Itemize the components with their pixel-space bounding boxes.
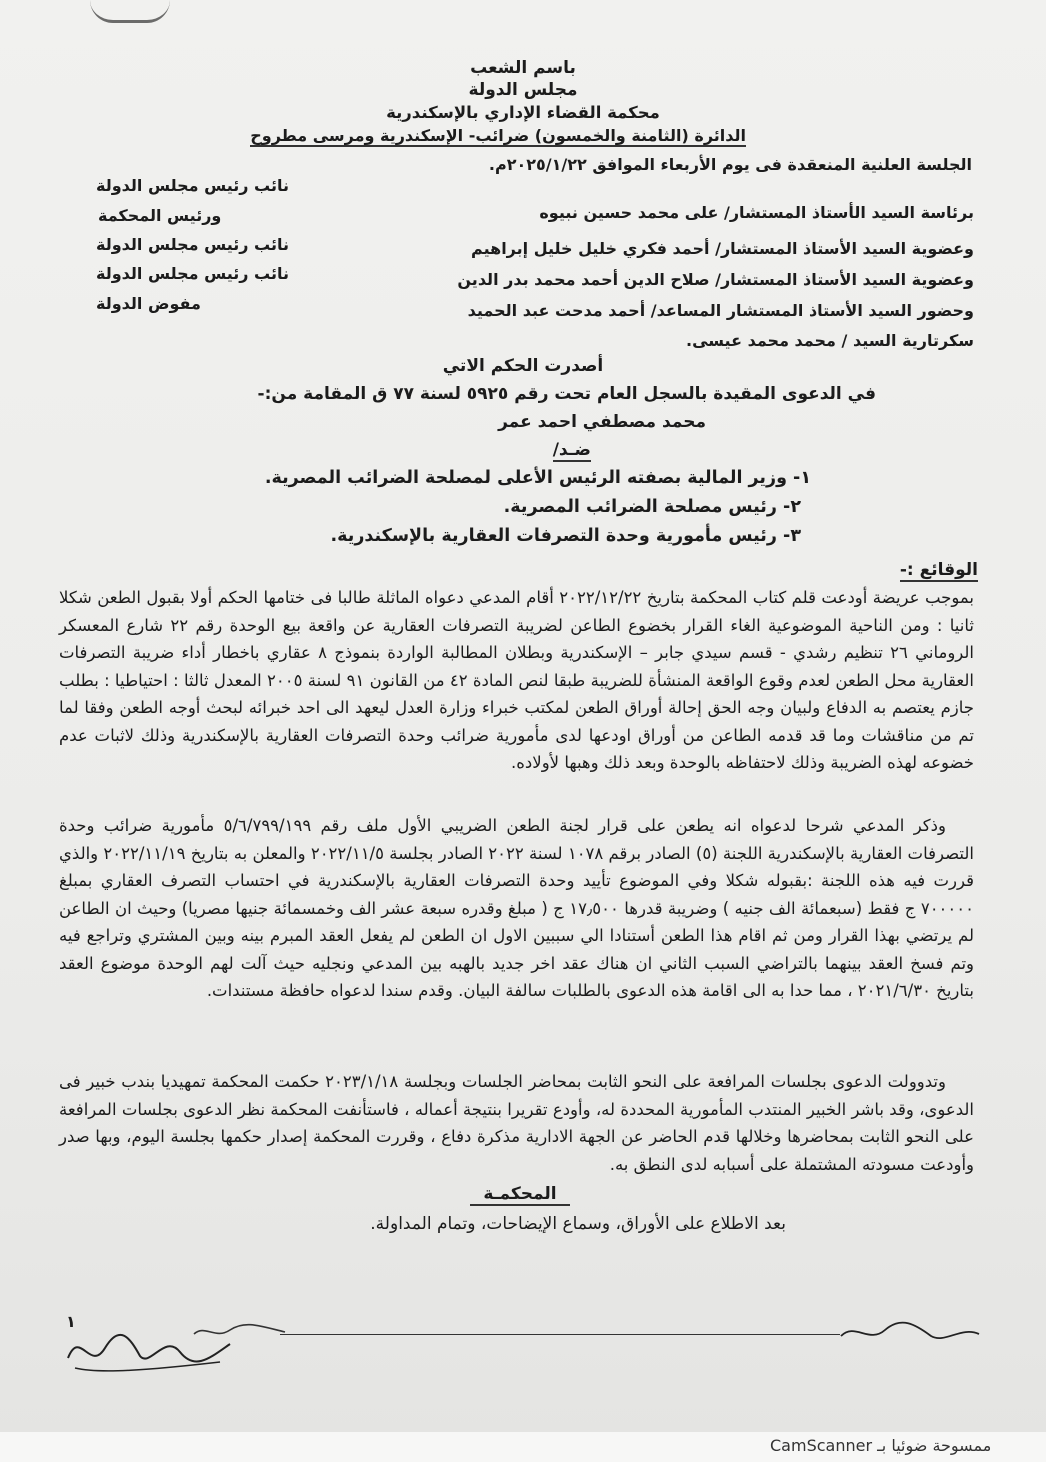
header-line-2: مجلس الدولة — [468, 80, 578, 100]
panel-chair-name: برئاسة السيد الأستاذ المستشار/ على محمد حسين نبيوه — [539, 203, 974, 222]
secretary-line: سكرتارية السيد / محمد محمد عيسى. — [686, 331, 974, 350]
facts-paragraph-1: بموجب عريضة أودعت قلم كتاب المحكمة بتاريخ ٢٠٢٢/١٢/٢٢ أقام المدعي دعواه الماثلة طالبا فى ختامها الحكم أولا بقبول الطعن شكلا ثانيا : ومن الناحية الموضوعية الغاء القرار بخضوع الطاعن لضريبة التصرفات العقارية عن واقعة بيع الوحدة رقم ٢٢ شارع المعسكر الروماني ٢٦ تنظيم رشدي - قسم سيدي جابر – الإسكندرية وبطلان المطالبة الواردة بنموذج ٨ عقاري باخطار أداء ضريبة التصرفات العقارية محل الطعن لعدم وقوع الواقعة المنشأة للضريبة طبقا لنص المادة ٤٢ من القانون ٩١ لسنة ٢٠٠٥ المعدل ثالثا : احتياطيا : بطلب جازم يعتصم به الدفاع ولبيان وجه الحق إحالة أوراق الطعن لمكتب خبراء وزارة العدل ليعهد الى احد خبرائه لبحث أوجه الطعن وفقا لما تم من مناقشات وما قد قدمه الطاعن من أوراق اودعها لدى مأمورية ضرائب وحدة التصرفات العقارية بالإسكندرية وذلك لاثبات عدم خضوعه لهذه الضريبة وذلك لاحتفاظه بالوحدة وبعد ذلك وهبها لأولاده. — [59, 588, 975, 772]
session-line: الجلسة العلنية المنعقدة فى يوم الأربعاء الموافق ٢٠٢٥/١/٢٢م. — [488, 155, 972, 174]
circuit-line: الدائرة (الثامنة والخمسون) ضرائب- الإسكندرية ومرسى مطروح — [250, 126, 746, 145]
plaintiff-name: محمد مصطفي احمد عمر — [498, 412, 706, 432]
defendant-3: ٣- رئيس مأمورية وحدة التصرفات العقارية بالإسكندرية. — [330, 526, 801, 546]
panel-court-president-title: ورئيس المحكمة — [98, 206, 222, 225]
court-line: بعد الاطلاع على الأوراق، وسماع الإيضاحات، وتمام المداولة. — [370, 1214, 786, 1234]
facts-title: الوقائع :- — [899, 560, 978, 580]
defendant-2: ٢- رئيس مصلحة الضرائب المصرية. — [503, 497, 801, 517]
court-title: المحكمـة — [470, 1184, 570, 1206]
signature-right-icon — [835, 1318, 985, 1348]
scanner-footer — [0, 1432, 1046, 1462]
signature-middle-icon — [190, 1320, 290, 1344]
facts-paragraph-2: وذكر المدعي شرحا لدعواه انه يطعن على قرار لجنة الطعن الضريبي الأول ملف رقم ٥/٦/٧٩٩/١٩٩ مأمورية ضرائب وحدة التصرفات العقارية بالإسكندرية اللجنة (٥) الصادر برقم ١٠٧٨ لسنة ٢٠٢٢ الصادر بجلسة ٢٠٢٢/١١/٥ والمعلن به بتاريخ ٢٠٢٢/١١/١٩ والذي قررت فيه هذه اللجنة :بقبوله شكلا وفي الموضوع تأييد وحدة التصرفات العقارية بالإسكندرية في احتساب التصرف العقاري بمبلغ ٧٠٠٠٠٠ ج فقط (سبعمائة الف جنيه ) وضريبة قدرها ١٧٫٥٠٠ ج ( مبلغ وقدره سبعة عشر الف وخمسمائة جنيها مصريا) وحيث ان الطاعن لم يرتضي بهذا القرار ومن ثم اقام هذا الطعن أستنادا الي سببين الاول ان الطعن لم يفعل العقد المبرم بينه وبين المشتري وتراجع فيه وتم فسخ العقد بينهما بالتراضي السبب الثاني ان هناك عقد اخر جديد بالهبه بين المدعي ونجليه حيث آلت لهم الوحدة موضوع العقد بتاريخ ٢٠٢١/٦/٣٠ ، مما حدا به الى اقامة هذه الدعوى بالطلبات سالفة البيان. وقدم سندا لدعواه حافظة مستندات. — [59, 816, 975, 1000]
panel-member-1-name: وعضوية السيد الأستاذ المستشار/ أحمد فكري خليل خليل إبراهيم — [471, 239, 974, 258]
panel-chair-title: نائب رئيس مجلس الدولة — [96, 176, 290, 195]
page-number: ١ — [66, 1312, 76, 1331]
header-line-3: محكمة القضاء الإداري بالإسكندرية — [386, 103, 660, 122]
defendant-1: ١- وزير المالية بصفته الرئيس الأعلى لمصلحة الضرائب المصرية. — [264, 468, 811, 488]
panel-member-2-name: وعضوية السيد الأستاذ المستشار/ صلاح الدين أحمد محمد بدر الدين — [457, 270, 974, 289]
panel-commissioner-title: مفوض الدولة — [96, 294, 201, 313]
court-seal-icon — [90, 0, 170, 23]
ruling-issued: أصدرت الحكم الاتي — [442, 356, 604, 376]
scanner-label: ممسوحة ضوئيا بـ CamScanner — [770, 1436, 992, 1455]
case-line: في الدعوى المقيدة بالسجل العام تحت رقم ٥٩٢٥ لسنة ٧٧ ق المقامة من:- — [257, 384, 876, 404]
panel-member-1-title: نائب رئيس مجلس الدولة — [96, 235, 290, 254]
panel-member-2-title: نائب رئيس مجلس الدولة — [96, 264, 290, 283]
against-label: ضـد/ — [552, 440, 591, 460]
facts-paragraph-3: وتدوولت الدعوى بجلسات المرافعة على النحو الثابت بمحاضر الجلسات وبجلسة ٢٠٢٣/١/١٨ حكمت المحكمة تمهيديا بندب خبير فى الدعوى، وقد باشر الخبير المنتدب المأمورية المحددة له، وأودع تقريرا بنتيجة أعماله ، فاستأنفت المحكمة نظر الدعوى بجلسات المرافعة على النحو الثابت بمحاضرها وخلالها قدم الحاضر عن الجهة الادارية مذكرة دفاع ، وقررت المحكمة إصدار حكمها بجلسة اليوم، وبها صدر وأودعت مسودته المشتملة على أسبابه لدى النطق به. — [59, 1072, 974, 1174]
header-line-1: باسم الشعب — [470, 58, 576, 78]
panel-commissioner-name: وحضور السيد الأستاذ المستشار المساعد/ أحمد مدحت عبد الحميد — [467, 301, 974, 320]
signature-divider — [280, 1334, 840, 1335]
